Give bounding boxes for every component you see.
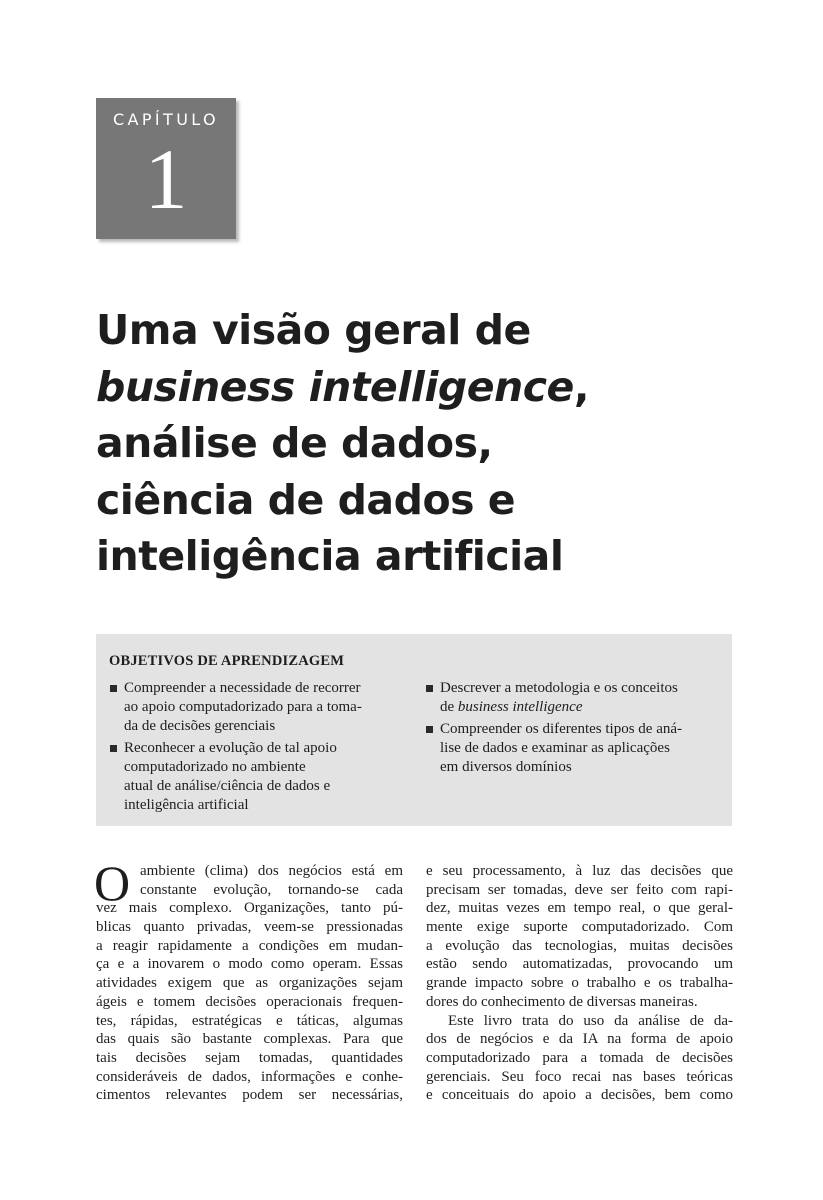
objective-item xyxy=(424,720,704,777)
body-line: dez, muitas vezes em tempo real, o que geral- xyxy=(426,900,733,917)
objective-line: Reconhecer a evolução de tal apoio xyxy=(124,740,337,756)
body-line: ça e a inovarem o modo como operam. Essas xyxy=(96,956,403,973)
objective-item xyxy=(424,679,704,717)
body-line: e seu processamento, à luz das decisões que xyxy=(426,863,733,879)
body-line: vez mais complexo. Organizações, tanto pú- xyxy=(96,900,403,917)
body-line: gerenciais. Seu foco recai nas bases teóricas xyxy=(426,1068,733,1085)
objective-item xyxy=(108,739,388,815)
objective-line-text: de xyxy=(440,699,458,715)
square-bullet-icon xyxy=(110,745,117,752)
objective-line: Compreender a necessidade de recorrer xyxy=(124,680,361,696)
objective-italic-term: business intelligence xyxy=(457,699,583,715)
title-line-5: inteligência artificial xyxy=(96,532,564,580)
body-line: a reagir rapidamente a condições em mudan- xyxy=(96,937,403,954)
title-line-1: Uma visão geral de xyxy=(96,306,531,354)
title-line-2-rest: , xyxy=(573,362,589,411)
objectives-right-column xyxy=(424,679,704,780)
chapter-label: CAPÍTULO xyxy=(112,110,220,129)
title-line-4: ciência de dados e xyxy=(96,475,516,524)
body-line: grande impacto sobre o trabalho e os trabalha- xyxy=(426,975,733,992)
body-line: mente exige suporte computadorizado. Com xyxy=(426,919,733,936)
body-line: tais decisões sejam tomadas, quantidades xyxy=(96,1049,403,1066)
objective-line xyxy=(440,698,704,717)
body-line: tes, rápidas, estratégicas e táticas, algumas xyxy=(96,1012,403,1029)
body-line: precisam ser tomadas, deve ser feito com rapi- xyxy=(426,881,733,898)
body-line: constante evolução, tornando-se cada xyxy=(140,881,403,898)
body-line: Este livro trata do uso da análise de da- xyxy=(448,1012,733,1029)
objective-line: inteligência artificial xyxy=(124,797,249,813)
body-line: dos de negócios e da IA na forma de apoio xyxy=(426,1031,733,1048)
chapter-badge xyxy=(96,98,236,239)
body-line: atividades exigem que as organizações sejam xyxy=(96,975,403,992)
body-line: dores do conhecimento de diversas maneiras. xyxy=(426,993,698,1010)
square-bullet-icon xyxy=(110,685,117,692)
square-bullet-icon xyxy=(426,726,433,733)
body-line: das quais são bastante complexas. Para que xyxy=(96,1031,403,1048)
objectives-heading: OBJETIVOS DE APRENDIZAGEM xyxy=(109,653,345,669)
body-line: ambiente (clima) dos negócios está em xyxy=(140,863,403,879)
square-bullet-icon xyxy=(426,685,433,692)
body-column-right xyxy=(426,862,733,1105)
objective-line: lise de dados e examinar as aplicações xyxy=(440,740,670,756)
body-line: consideráveis de dados, informações e conhe- xyxy=(96,1068,403,1085)
body-line: ágeis e tomem decisões operacionais frequen- xyxy=(96,993,403,1010)
learning-objectives-box xyxy=(96,634,732,826)
objectives-left-column xyxy=(108,679,388,818)
drop-cap: O xyxy=(94,855,131,911)
body-line: computadorizado para a tomada de decisões xyxy=(426,1049,733,1066)
chapter-title xyxy=(96,302,736,585)
objective-line: em diversos domínios xyxy=(440,759,572,775)
objective-line: atual de análise/ciência de dados e xyxy=(124,778,331,794)
body-line: e conceituais do apoio a decisões, bem como xyxy=(426,1087,733,1104)
objective-line: ao apoio computadorizado para a toma- xyxy=(124,699,362,715)
objective-line: Compreender os diferentes tipos de aná- xyxy=(440,721,682,737)
title-line-2-italic: business intelligence xyxy=(96,362,574,411)
title-line-3: análise de dados, xyxy=(96,419,493,467)
body-line: estão sendo automatizadas, provocando um xyxy=(426,956,733,973)
body-column-left xyxy=(96,862,403,1105)
body-line: a evolução das tecnologias, muitas decisões xyxy=(426,937,733,954)
objective-line: Descrever a metodologia e os conceitos xyxy=(440,680,678,696)
chapter-number: 1 xyxy=(144,131,188,227)
objective-line: computadorizado no ambiente xyxy=(124,759,306,775)
objective-line: da de decisões gerenciais xyxy=(124,718,276,734)
objective-item xyxy=(108,679,388,736)
body-line: blicas quanto privadas, veem-se pressionadas xyxy=(96,919,403,936)
title-line-2 xyxy=(96,359,736,416)
body-line: cimentos relevantes podem ser necessárias, xyxy=(96,1087,403,1104)
